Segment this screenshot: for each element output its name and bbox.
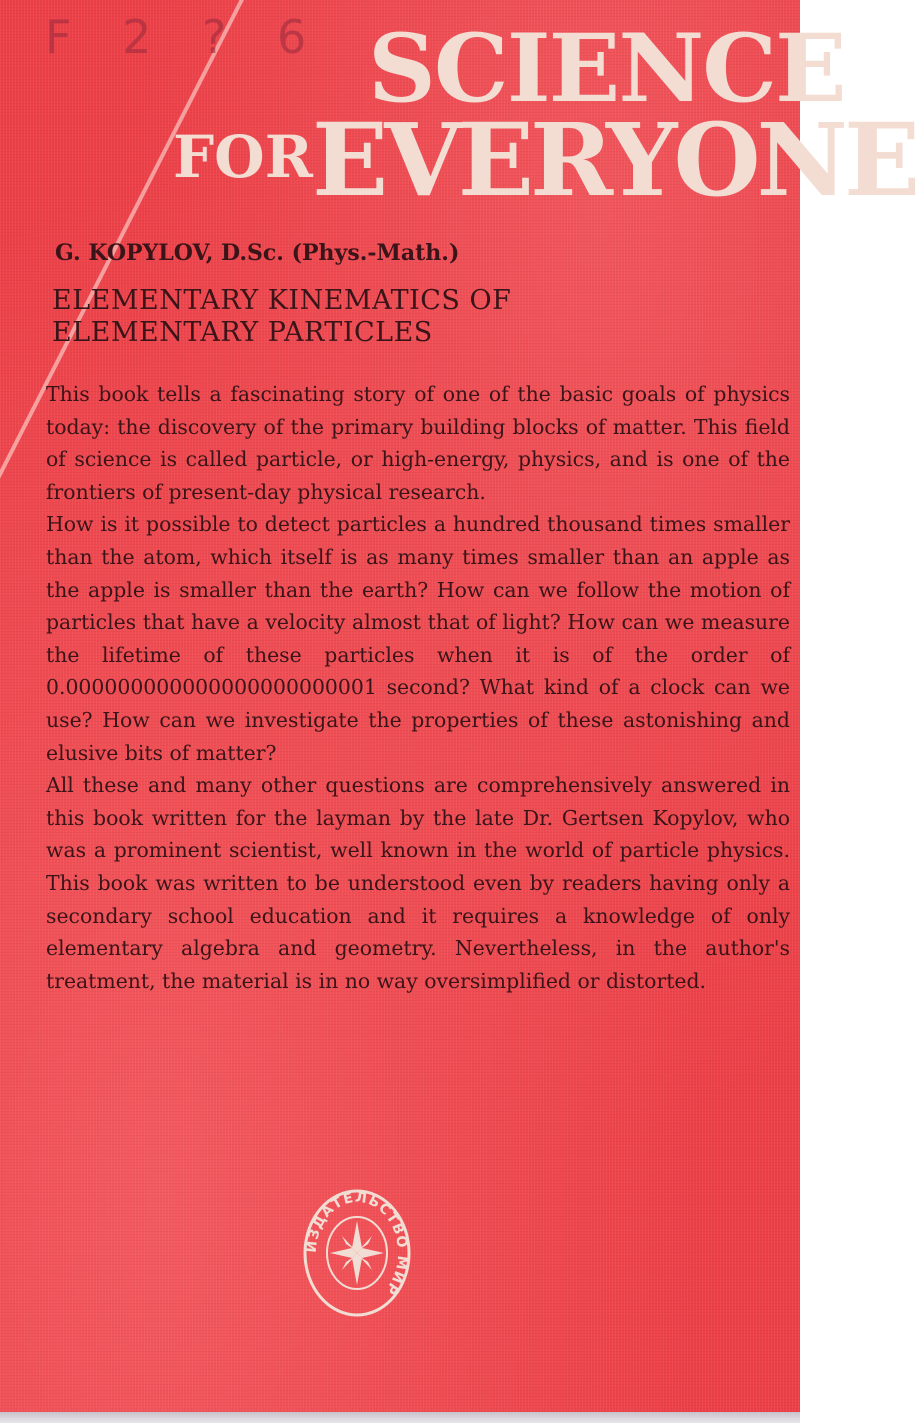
series-title-science: SCIENCE: [368, 14, 845, 124]
description-paragraph-3: All these and many other questions are comprehensively answered in this book written for the layman by the late Dr. Gertsen Kopylov, who was a prominent scientist, well known in the world of particle physics. This book was written to be understood even by readers having only a secondary school education and it requires a knowledge of only elementary algebra and geometry. Nevertheless, in the author's treatment, the material is in no way oversimplified or distorted.: [46, 773, 790, 993]
description-text: [46, 378, 790, 997]
compass-rose-icon: [330, 1221, 384, 1285]
scanner-bed-edge: [0, 1412, 800, 1423]
publisher-emblem-icon: [302, 1188, 412, 1318]
description-paragraph-2: How is it possible to detect particles a hundred thousand times smaller than the atom, which itself is as many times smaller than an apple as the apple is smaller than the earth? How can we follow the motion of particles that have a velocity almost that of light? How can we measure the lifetime of these particles when it is of the order of 0.000000000000000000000001 second? What kind of a clock can we use? How can we investigate the properties of these astonishing and elusive bits of matter?: [46, 512, 790, 765]
publisher-emblem-text: ИЗДАТЕЛЬСТВО МИР: [303, 1189, 411, 1298]
description-paragraph-1: This book tells a fascinating story of one of the basic goals of physics today: the discovery of the primary building blocks of matter. This field of science is called particle, or high-energy, physics, and is one of the frontiers of present-day physical research.: [46, 382, 790, 504]
series-title-for: FOR: [173, 123, 313, 191]
series-title-everyone: EVERYONE: [312, 101, 916, 219]
handwritten-note: F 2 ? 6: [45, 10, 325, 64]
book-title-line-1: ELEMENTARY KINEMATICS OF: [52, 285, 512, 316]
book-title-line-2: ELEMENTARY PARTICLES: [52, 317, 433, 348]
book-title: [52, 285, 511, 349]
author-line: G. KOPYLOV, D.Sc. (Phys.-Math.): [55, 240, 460, 266]
